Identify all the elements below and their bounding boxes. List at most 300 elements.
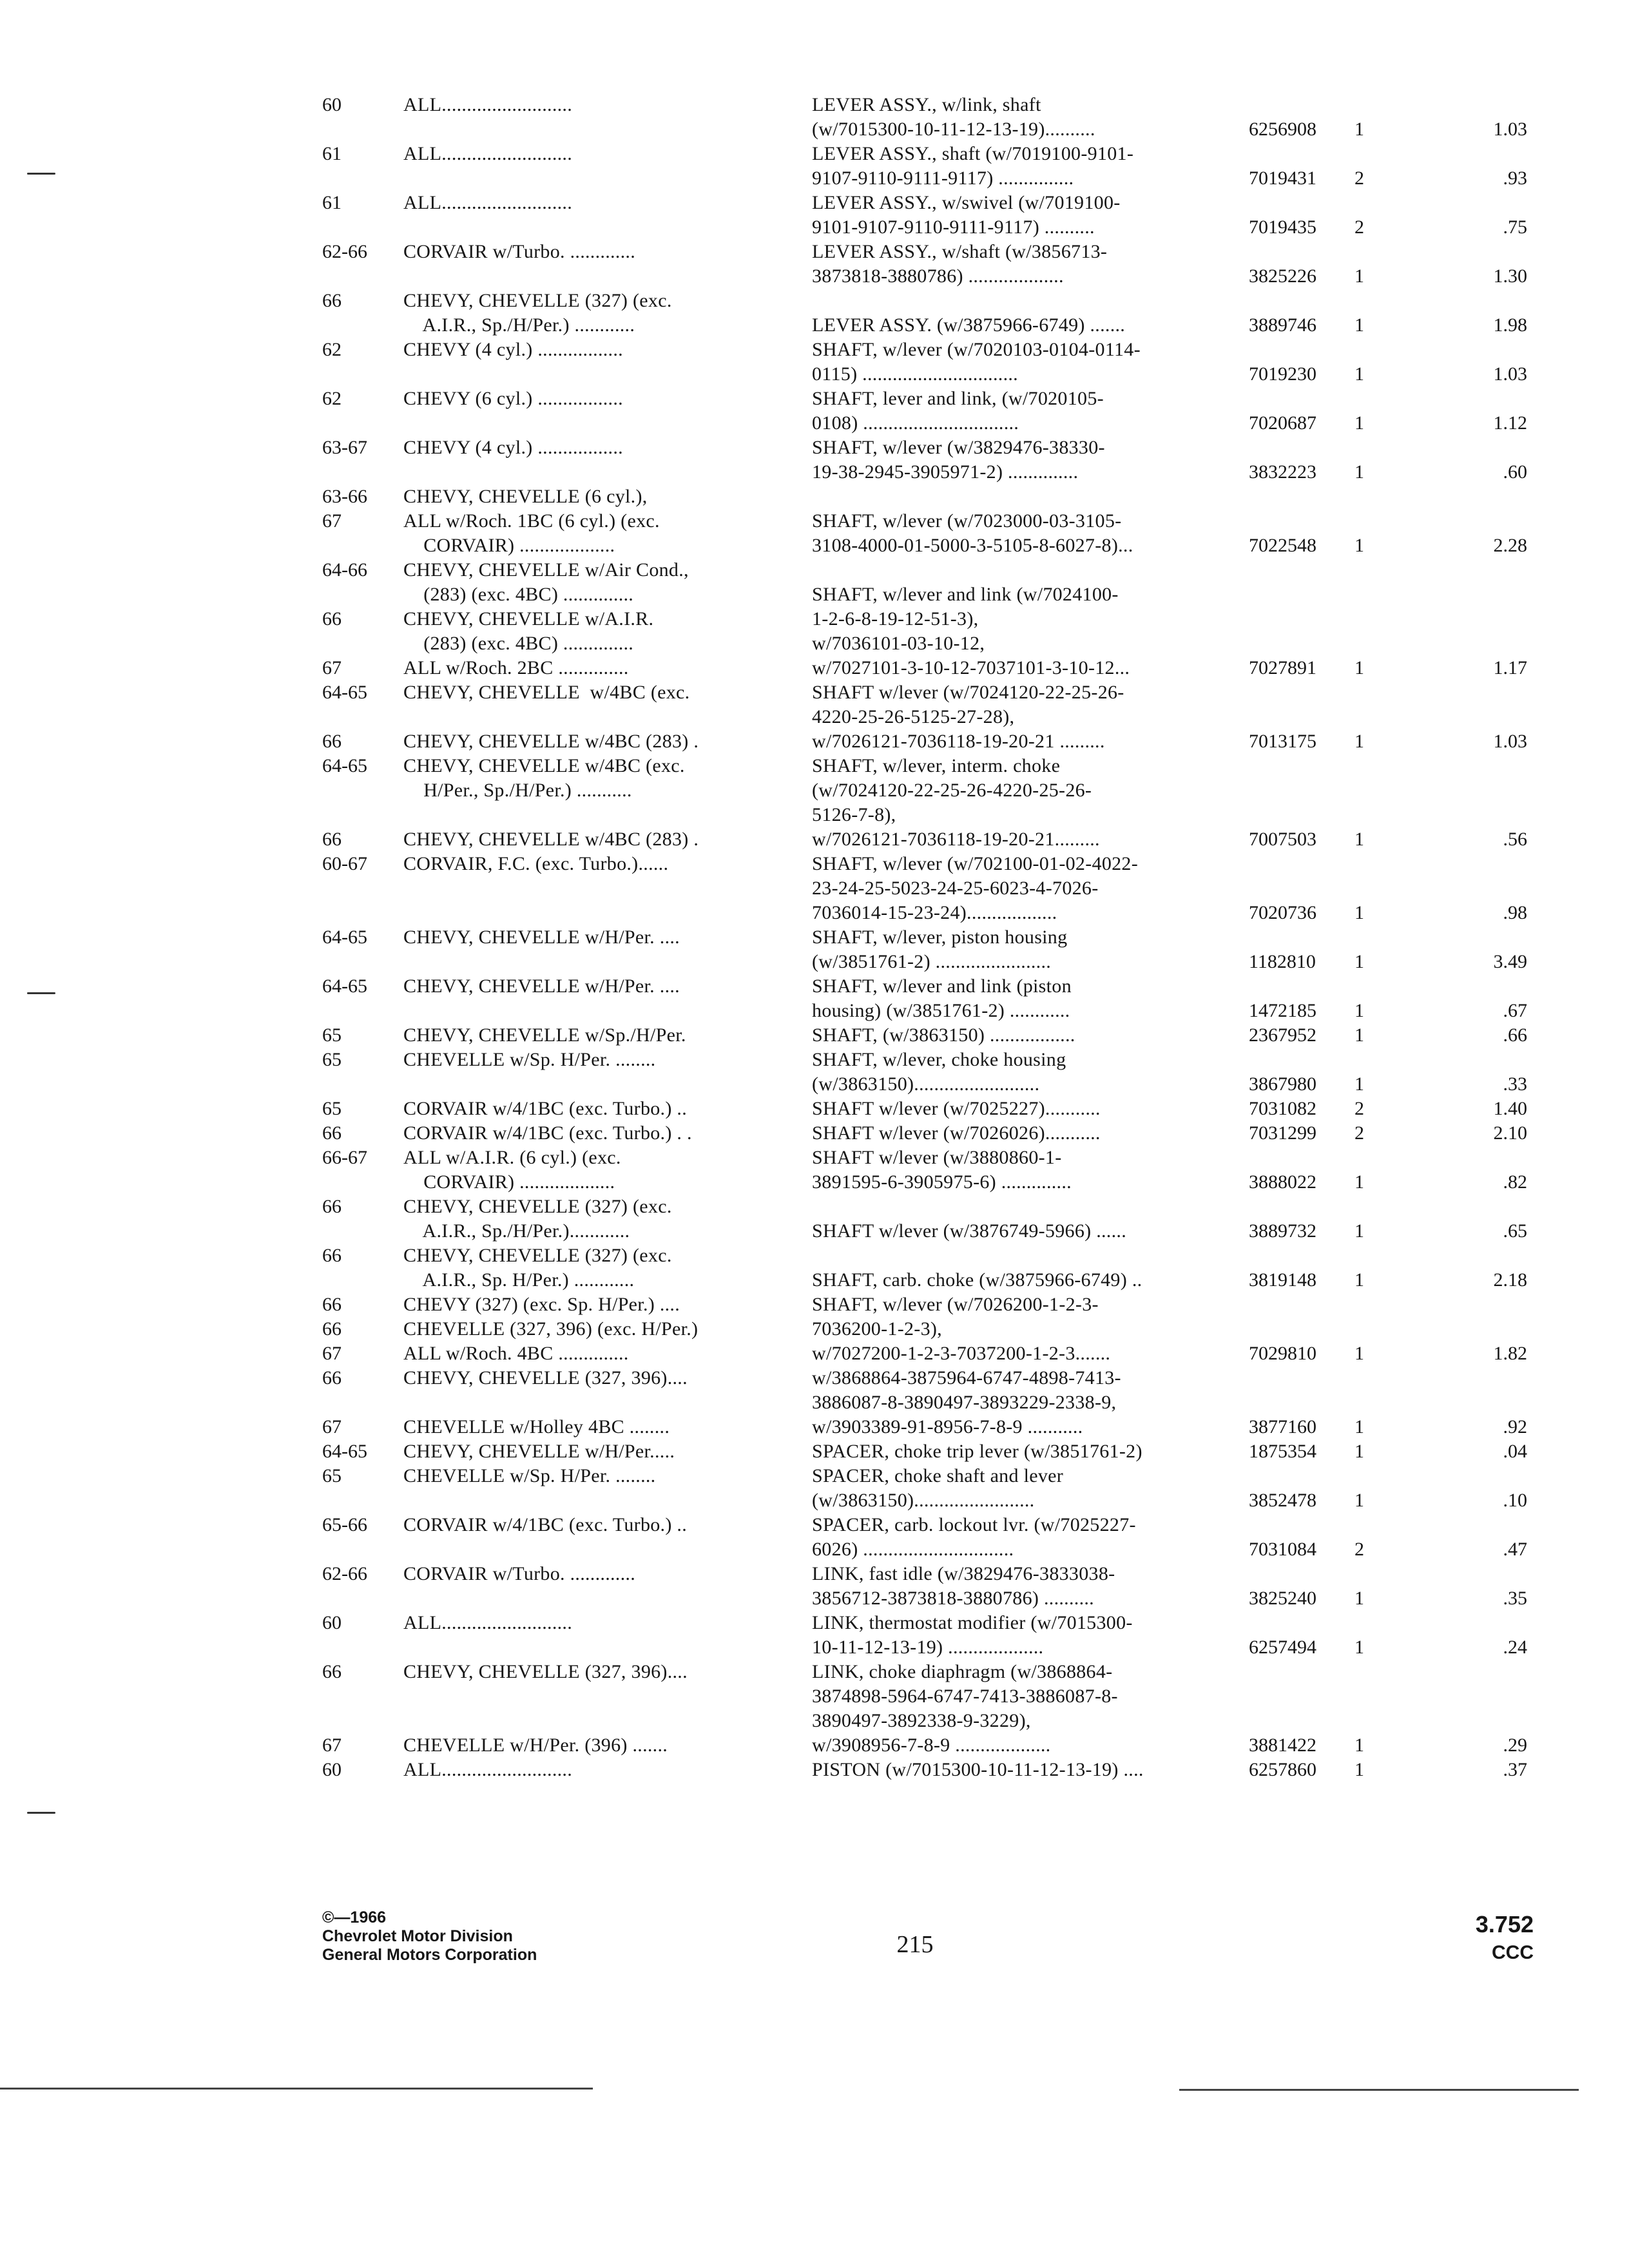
- application: ALL w/Roch. 1BC (6 cyl.) (exc.: [403, 510, 660, 532]
- application: CHEVY (4 cyl.) .................: [403, 339, 623, 360]
- listing-row: [322, 191, 1527, 215]
- part-number: 3889732: [1249, 1220, 1316, 1242]
- model-year: 60: [322, 94, 342, 115]
- quantity: 1: [1354, 1343, 1364, 1364]
- listing-row: [322, 1219, 1527, 1244]
- application: CHEVY, CHEVELLE (6 cyl.),: [403, 486, 648, 507]
- listing-row: [322, 1366, 1527, 1390]
- listing-row: [322, 1048, 1527, 1072]
- part-description: 4220-25-26-5125-27-28),: [812, 706, 1015, 727]
- part-description: LINK, fast idle (w/3829476-3833038-: [812, 1563, 1115, 1584]
- part-description: SHAFT, w/lever (w/7026200-1-2-3-: [812, 1294, 1099, 1315]
- list-price: .93: [1503, 168, 1527, 189]
- part-number: 3825240: [1249, 1588, 1316, 1609]
- listing-row: [322, 1195, 1527, 1219]
- part-description: PISTON (w/7015300-10-11-12-13-19) ....: [812, 1759, 1144, 1780]
- part-description: SHAFT w/lever (w/3880860-1-: [812, 1147, 1062, 1168]
- model-year: 64-65: [322, 927, 367, 948]
- part-description: LEVER ASSY., w/link, shaft: [812, 94, 1041, 115]
- model-year: 65-66: [322, 1514, 367, 1535]
- listing-row: [322, 1341, 1527, 1366]
- quantity: 1: [1354, 535, 1364, 556]
- part-description: 6026) ..............................: [812, 1539, 1014, 1560]
- application: CHEVY, CHEVELLE w/4BC (exc.: [403, 682, 690, 703]
- listing-row: [322, 509, 1527, 533]
- model-year: 67: [322, 657, 342, 678]
- model-year: 66: [322, 290, 342, 311]
- part-number: 7019230: [1249, 363, 1316, 385]
- part-number: 3888022: [1249, 1171, 1316, 1193]
- application: CORVAIR, F.C. (exc. Turbo.)......: [403, 853, 669, 874]
- listing-row: [322, 999, 1527, 1023]
- application: CORVAIR w/Turbo. .............: [403, 241, 636, 262]
- list-price: 2.18: [1493, 1269, 1527, 1291]
- application: CHEVELLE w/H/Per. (396) .......: [403, 1735, 668, 1756]
- part-number: 7031082: [1249, 1098, 1316, 1119]
- application: CHEVY, CHEVELLE w/A.I.R.: [403, 608, 654, 629]
- listing-row: [322, 1170, 1527, 1195]
- part-number: 7027891: [1249, 657, 1316, 678]
- part-number: 6257494: [1249, 1637, 1316, 1658]
- model-year: 64-65: [322, 682, 367, 703]
- part-description: SHAFT w/lever (w/3876749-5966) ......: [812, 1220, 1127, 1242]
- part-description: SHAFT, lever and link, (w/7020105-: [812, 388, 1104, 409]
- part-description: 0115) ...............................: [812, 363, 1018, 385]
- model-year: 66: [322, 829, 342, 850]
- application: CHEVY, CHEVELLE (327, 396)....: [403, 1661, 688, 1682]
- listing-row: [322, 901, 1527, 925]
- listing-row: [322, 558, 1527, 582]
- application: CHEVY (4 cyl.) .................: [403, 437, 623, 458]
- part-number: 7031084: [1249, 1539, 1316, 1560]
- application: CHEVY (6 cyl.) .................: [403, 388, 623, 409]
- application: CORVAIR) ...................: [403, 1171, 615, 1193]
- part-number: 1182810: [1249, 951, 1316, 972]
- listing-row: [322, 1611, 1527, 1635]
- application: CHEVY, CHEVELLE w/H/Per. ....: [403, 927, 680, 948]
- quantity: 2: [1354, 1122, 1364, 1144]
- listing-row: [322, 607, 1527, 631]
- application: CHEVY, CHEVELLE (327, 396)....: [403, 1367, 688, 1389]
- quantity: 1: [1354, 902, 1364, 923]
- section-identifier: [1405, 1910, 1534, 1967]
- page-number: 215: [896, 1931, 934, 1958]
- part-description: LEVER ASSY. (w/3875966-6749) .......: [812, 314, 1126, 336]
- part-description: 1-2-6-8-19-12-51-3),: [812, 608, 979, 629]
- quantity: 1: [1354, 1759, 1364, 1780]
- application: ALL..........................: [403, 143, 573, 164]
- listing-row: [322, 1023, 1527, 1048]
- application: CHEVY (327) (exc. Sp. H/Per.) ....: [403, 1294, 680, 1315]
- list-price: .35: [1503, 1588, 1527, 1609]
- part-description: 23-24-25-5023-24-25-6023-4-7026-: [812, 878, 1099, 899]
- model-year: 66: [322, 1367, 342, 1389]
- part-description: SHAFT, w/lever and link (w/7024100-: [812, 584, 1119, 605]
- part-description: LEVER ASSY., w/shaft (w/3856713-: [812, 241, 1108, 262]
- listing-row: [322, 166, 1527, 191]
- listing-row: [322, 362, 1527, 387]
- model-year: 67: [322, 1735, 342, 1756]
- part-description: (w/7015300-10-11-12-13-19)..........: [812, 119, 1095, 140]
- list-price: .98: [1503, 902, 1527, 923]
- application: CHEVY, CHEVELLE w/Air Cond.,: [403, 559, 689, 581]
- application: CHEVELLE w/Holley 4BC ........: [403, 1416, 670, 1437]
- listing-row: [322, 778, 1527, 803]
- list-price: 1.12: [1493, 412, 1527, 434]
- list-price: .04: [1503, 1441, 1527, 1462]
- listing-row: [322, 1415, 1527, 1439]
- listing-row: [322, 1097, 1527, 1121]
- application: (283) (exc. 4BC) ..............: [403, 633, 634, 654]
- part-description: 3856712-3873818-3880786) ..........: [812, 1588, 1094, 1609]
- listing-row: [322, 1586, 1527, 1611]
- listing-row: [322, 1146, 1527, 1170]
- part-description: w/7027200-1-2-3-7037200-1-2-3.......: [812, 1343, 1111, 1364]
- part-description: w/3868864-3875964-6747-4898-7413-: [812, 1367, 1121, 1389]
- listing-row: [322, 215, 1527, 240]
- listing-row: [322, 680, 1527, 705]
- model-year: 67: [322, 510, 342, 532]
- application: ALL..........................: [403, 1612, 573, 1633]
- model-year: 66: [322, 608, 342, 629]
- list-price: .47: [1503, 1539, 1527, 1560]
- list-price: .33: [1503, 1073, 1527, 1095]
- listing-row: [322, 1709, 1527, 1733]
- list-price: .66: [1503, 1024, 1527, 1046]
- part-number: 3867980: [1249, 1073, 1316, 1095]
- listing-row: [322, 1390, 1527, 1415]
- listing-row: [322, 1317, 1527, 1341]
- list-price: 1.03: [1493, 731, 1527, 752]
- listing-row: [322, 387, 1527, 411]
- listing-row: [322, 803, 1527, 827]
- bottom-rule-right: [1179, 2089, 1579, 2091]
- application: ALL..........................: [403, 94, 573, 115]
- application: A.I.R., Sp./H/Per.) ............: [403, 314, 635, 336]
- listing-row: [322, 436, 1527, 460]
- list-price: 1.98: [1493, 314, 1527, 336]
- model-year: 60: [322, 1612, 342, 1633]
- list-price: .67: [1503, 1000, 1527, 1021]
- part-description: SPACER, choke trip lever (w/3851761-2): [812, 1441, 1142, 1462]
- part-number: 7031299: [1249, 1122, 1316, 1144]
- model-year: 65: [322, 1465, 342, 1486]
- listing-row: [322, 1513, 1527, 1537]
- part-number: 7020687: [1249, 412, 1316, 434]
- model-year: 64-65: [322, 755, 367, 776]
- quantity: 1: [1354, 1490, 1364, 1511]
- model-year: 66: [322, 1661, 342, 1682]
- part-description: 9107-9110-9111-9117) ...............: [812, 168, 1074, 189]
- model-year: 64-65: [322, 975, 367, 997]
- quantity: 2: [1354, 216, 1364, 238]
- part-description: 3891595-6-3905975-6) ..............: [812, 1171, 1072, 1193]
- application: ALL w/Roch. 2BC ..............: [403, 657, 629, 678]
- model-year: 66: [322, 1245, 342, 1266]
- application: CHEVY, CHEVELLE (327) (exc.: [403, 290, 672, 311]
- listing-row: [322, 1660, 1527, 1684]
- quantity: 1: [1354, 951, 1364, 972]
- bottom-rule-left: [0, 2088, 593, 2090]
- listing-row: [322, 1268, 1527, 1293]
- application: A.I.R., Sp. H/Per.) ............: [403, 1269, 635, 1291]
- part-number: 7013175: [1249, 731, 1316, 752]
- application: ALL w/Roch. 4BC ..............: [403, 1343, 629, 1364]
- part-description: 10-11-12-13-19) ...................: [812, 1637, 1044, 1658]
- part-description: 3873818-3880786) ...................: [812, 265, 1064, 287]
- application: CHEVELLE w/Sp. H/Per. ........: [403, 1465, 656, 1486]
- list-price: .92: [1503, 1416, 1527, 1437]
- listing-row: [322, 925, 1527, 950]
- quantity: 1: [1354, 1441, 1364, 1462]
- list-price: .56: [1503, 829, 1527, 850]
- application: H/Per., Sp./H/Per.) ...........: [403, 780, 632, 801]
- part-number: 3881422: [1249, 1735, 1316, 1756]
- quantity: 1: [1354, 1171, 1364, 1193]
- part-number: 2367952: [1249, 1024, 1316, 1046]
- quantity: 1: [1354, 1735, 1364, 1756]
- quantity: 1: [1354, 119, 1364, 140]
- list-price: .65: [1503, 1220, 1527, 1242]
- part-description: w/3903389-91-8956-7-8-9 ...........: [812, 1416, 1083, 1437]
- listing-row: [322, 705, 1527, 729]
- part-description: 5126-7-8),: [812, 804, 896, 825]
- listing-row: [322, 1562, 1527, 1586]
- listing-row: [322, 852, 1527, 876]
- part-number: 7022548: [1249, 535, 1316, 556]
- section-number: 3.752: [1475, 1911, 1534, 1937]
- application: CHEVY, CHEVELLE w/Sp./H/Per.: [403, 1024, 686, 1046]
- part-description: SHAFT w/lever (w/7026026)...........: [812, 1122, 1101, 1144]
- part-description: SHAFT w/lever (w/7024120-22-25-26-: [812, 682, 1124, 703]
- listing-row: [322, 142, 1527, 166]
- application: A.I.R., Sp./H/Per.)............: [403, 1220, 630, 1242]
- quantity: 1: [1354, 731, 1364, 752]
- part-number: 3825226: [1249, 265, 1316, 287]
- list-price: 1.03: [1493, 119, 1527, 140]
- application: CHEVY, CHEVELLE (327) (exc.: [403, 1196, 672, 1217]
- part-description: SHAFT, w/lever, interm. choke: [812, 755, 1061, 776]
- part-description: LINK, choke diaphragm (w/3868864-: [812, 1661, 1113, 1682]
- listing-row: [322, 533, 1527, 558]
- model-year: 62-66: [322, 1563, 367, 1584]
- listing-row: [322, 1439, 1527, 1464]
- listing-row: [322, 950, 1527, 974]
- application: CORVAIR w/Turbo. .............: [403, 1563, 636, 1584]
- part-description: SHAFT, carb. choke (w/3875966-6749) ..: [812, 1269, 1142, 1291]
- part-description: SHAFT, w/lever and link (piston: [812, 975, 1072, 997]
- quantity: 1: [1354, 412, 1364, 434]
- part-description: w/7026121-7036118-19-20-21 .........: [812, 731, 1105, 752]
- listing-row: [322, 485, 1527, 509]
- part-description: SHAFT, w/lever, choke housing: [812, 1049, 1066, 1070]
- part-number: 3877160: [1249, 1416, 1316, 1437]
- listing-row: [322, 1464, 1527, 1488]
- model-year: 64-66: [322, 559, 367, 581]
- application: ALL w/A.I.R. (6 cyl.) (exc.: [403, 1147, 621, 1168]
- part-description: w/7036101-03-10-12,: [812, 633, 985, 654]
- application: CHEVY, CHEVELLE (327) (exc.: [403, 1245, 672, 1266]
- copyright-notice: ©—1966: [322, 1908, 387, 1927]
- quantity: 1: [1354, 265, 1364, 287]
- listing-row: [322, 974, 1527, 999]
- application: CHEVY, CHEVELLE w/4BC (exc.: [403, 755, 685, 776]
- part-description: 7036014-15-23-24)..................: [812, 902, 1057, 923]
- part-number: 3889746: [1249, 314, 1316, 336]
- quantity: 1: [1354, 1000, 1364, 1021]
- listing-row: [322, 289, 1527, 313]
- list-price: .75: [1503, 216, 1527, 238]
- part-description: 3874898-5964-6747-7413-3886087-8-: [812, 1686, 1118, 1707]
- listing-row: [322, 1635, 1527, 1660]
- part-description: SHAFT w/lever (w/7025227)...........: [812, 1098, 1101, 1119]
- list-price: 1.82: [1493, 1343, 1527, 1364]
- part-description: SHAFT, w/lever (w/3829476-38330-: [812, 437, 1105, 458]
- list-price: .10: [1503, 1490, 1527, 1511]
- part-description: 7036200-1-2-3),: [812, 1318, 942, 1340]
- part-description: w/7027101-3-10-12-7037101-3-10-12...: [812, 657, 1130, 678]
- listing-row: [322, 117, 1527, 142]
- list-price: 2.10: [1493, 1122, 1527, 1144]
- part-number: 1472185: [1249, 1000, 1316, 1021]
- application: ALL..........................: [403, 192, 573, 213]
- model-year: 66: [322, 731, 342, 752]
- part-description: SHAFT, w/lever, piston housing: [812, 927, 1068, 948]
- part-number: 3852478: [1249, 1490, 1316, 1511]
- division-name: Chevrolet Motor Division: [322, 1927, 513, 1945]
- margin-mark: [27, 992, 55, 994]
- part-number: 7020736: [1249, 902, 1316, 923]
- list-price: .29: [1503, 1735, 1527, 1756]
- quantity: 2: [1354, 1098, 1364, 1119]
- model-year: 62: [322, 339, 342, 360]
- quantity: 1: [1354, 1024, 1364, 1046]
- part-description: SHAFT, w/lever (w/7023000-03-3105-: [812, 510, 1122, 532]
- listing-row: [322, 460, 1527, 485]
- application: CHEVY, CHEVELLE w/4BC (283) .: [403, 731, 699, 752]
- listing-row: [322, 631, 1527, 656]
- part-number: 6257860: [1249, 1759, 1316, 1780]
- listing-row: [322, 582, 1527, 607]
- application: CHEVY, CHEVELLE w/H/Per. ....: [403, 975, 680, 997]
- list-price: .24: [1503, 1637, 1527, 1658]
- model-year: 61: [322, 143, 342, 164]
- quantity: 1: [1354, 1588, 1364, 1609]
- listing-row: [322, 1537, 1527, 1562]
- model-year: 60: [322, 1759, 342, 1780]
- listing-row: [322, 1758, 1527, 1782]
- model-year: 67: [322, 1416, 342, 1437]
- part-description: w/7026121-7036118-19-20-21.........: [812, 829, 1100, 850]
- margin-mark: [27, 173, 55, 175]
- quantity: 1: [1354, 1416, 1364, 1437]
- parts-listing: [322, 93, 1527, 1782]
- part-description: SPACER, carb. lockout lvr. (w/7025227-: [812, 1514, 1136, 1535]
- corporation-name: General Motors Corporation: [322, 1946, 537, 1964]
- part-description: housing) (w/3851761-2) ............: [812, 1000, 1070, 1021]
- part-description: 3890497-3892338-9-3229),: [812, 1710, 1031, 1731]
- application: CORVAIR) ...................: [403, 535, 615, 556]
- quantity: 1: [1354, 829, 1364, 850]
- quantity: 1: [1354, 363, 1364, 385]
- application: (283) (exc. 4BC) ..............: [403, 584, 634, 605]
- listing-row: [322, 729, 1527, 754]
- model-year: 66: [322, 1318, 342, 1340]
- model-year: 66: [322, 1122, 342, 1144]
- part-description: SPACER, choke shaft and lever: [812, 1465, 1064, 1486]
- application: CORVAIR w/4/1BC (exc. Turbo.) . .: [403, 1122, 692, 1144]
- listing-row: [322, 411, 1527, 436]
- application: CHEVELLE w/Sp. H/Per. ........: [403, 1049, 656, 1070]
- quantity: 1: [1354, 314, 1364, 336]
- part-description: LEVER ASSY., shaft (w/7019100-9101-: [812, 143, 1134, 164]
- part-description: 9101-9107-9110-9111-9117) ..........: [812, 216, 1095, 238]
- listing-row: [322, 1293, 1527, 1317]
- part-description: SHAFT, (w/3863150) .................: [812, 1024, 1075, 1046]
- model-year: 63-66: [322, 486, 367, 507]
- model-year: 66-67: [322, 1147, 367, 1168]
- part-number: 7029810: [1249, 1343, 1316, 1364]
- part-description: SHAFT, w/lever (w/7020103-0104-0114-: [812, 339, 1141, 360]
- quantity: 2: [1354, 168, 1364, 189]
- listing-row: [322, 1121, 1527, 1146]
- application: CORVAIR w/4/1BC (exc. Turbo.) ..: [403, 1514, 688, 1535]
- part-description: (w/3863150).........................: [812, 1073, 1040, 1095]
- part-number: 7019435: [1249, 216, 1316, 238]
- model-year: 62-66: [322, 241, 367, 262]
- list-price: 1.40: [1493, 1098, 1527, 1119]
- part-number: 1875354: [1249, 1441, 1316, 1462]
- part-number: 3832223: [1249, 461, 1316, 483]
- application: CHEVELLE (327, 396) (exc. H/Per.): [403, 1318, 699, 1340]
- listing-row: [322, 313, 1527, 338]
- part-description: LEVER ASSY., w/swivel (w/7019100-: [812, 192, 1121, 213]
- quantity: 2: [1354, 1539, 1364, 1560]
- listing-row: [322, 754, 1527, 778]
- list-price: .82: [1503, 1171, 1527, 1193]
- quantity: 1: [1354, 657, 1364, 678]
- model-year: 66: [322, 1294, 342, 1315]
- model-year: 65: [322, 1024, 342, 1046]
- part-number: 7007503: [1249, 829, 1316, 850]
- quantity: 1: [1354, 1220, 1364, 1242]
- list-price: .60: [1503, 461, 1527, 483]
- listing-row: [322, 827, 1527, 852]
- application: ALL..........................: [403, 1759, 573, 1780]
- part-description: 3886087-8-3890497-3893229-2338-9,: [812, 1392, 1117, 1413]
- listing-row: [322, 876, 1527, 901]
- quantity: 1: [1354, 1637, 1364, 1658]
- model-year: 65: [322, 1049, 342, 1070]
- model-year: 61: [322, 192, 342, 213]
- model-year: 65: [322, 1098, 342, 1119]
- list-price: 2.28: [1493, 535, 1527, 556]
- list-price: 1.17: [1493, 657, 1527, 678]
- application: CHEVY, CHEVELLE w/4BC (283) .: [403, 829, 699, 850]
- model-year: 64-65: [322, 1441, 367, 1462]
- part-description: (w/3863150)........................: [812, 1490, 1035, 1511]
- model-year: 66: [322, 1196, 342, 1217]
- part-description: w/3908956-7-8-9 ...................: [812, 1735, 1051, 1756]
- listing-row: [322, 1244, 1527, 1268]
- list-price: 1.30: [1493, 265, 1527, 287]
- margin-mark: [27, 1812, 55, 1814]
- application: CHEVY, CHEVELLE w/H/Per.....: [403, 1441, 675, 1462]
- listing-row: [322, 240, 1527, 264]
- quantity: 1: [1354, 1269, 1364, 1291]
- listing-row: [322, 1072, 1527, 1097]
- part-description: LINK, thermostat modifier (w/7015300-: [812, 1612, 1133, 1633]
